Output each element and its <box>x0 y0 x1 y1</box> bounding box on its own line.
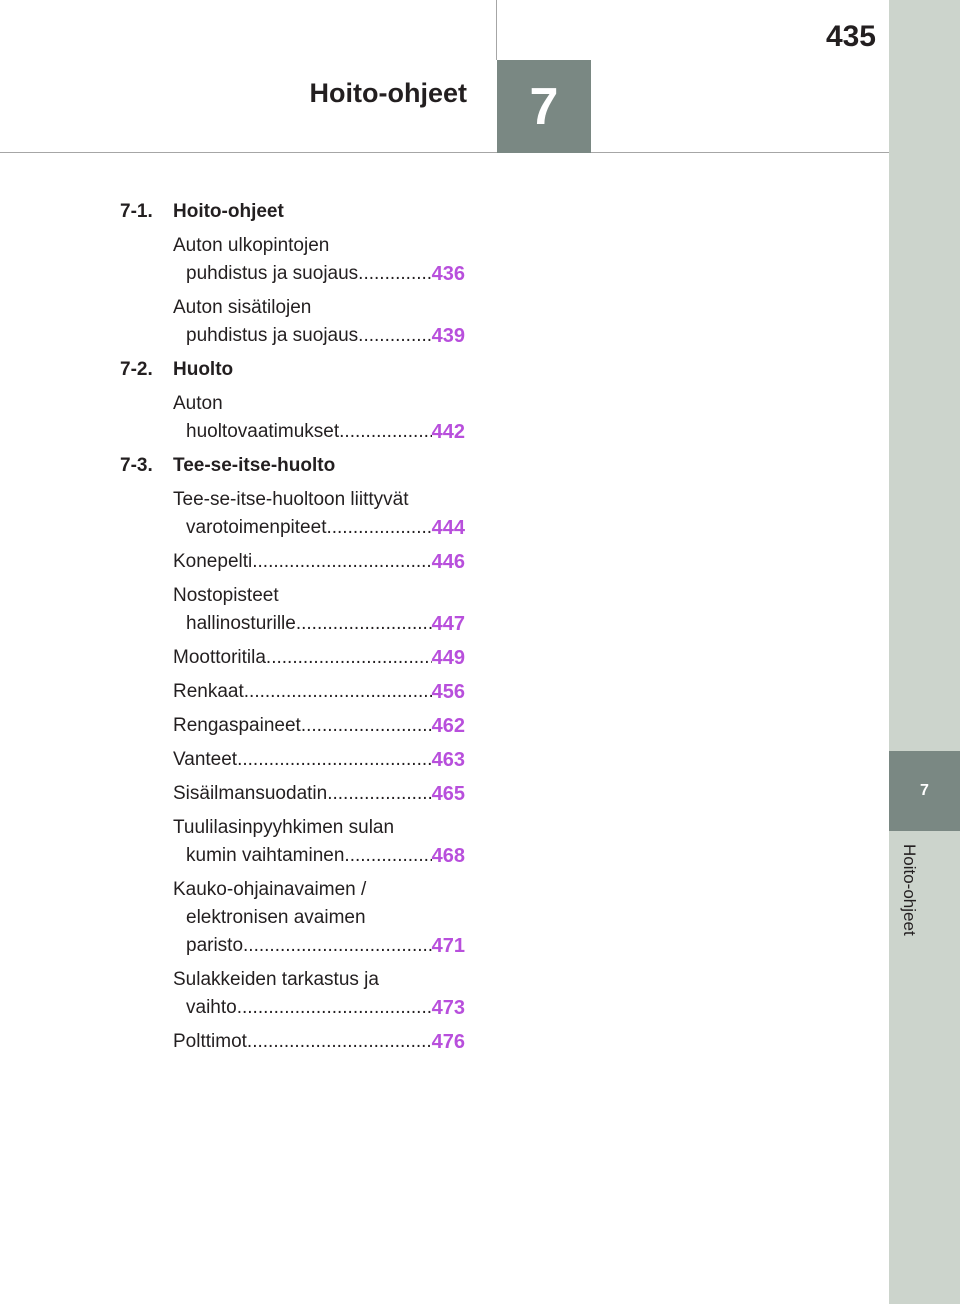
toc-entry-text: paristo <box>186 935 244 956</box>
page-reference-link[interactable]: 444 <box>431 517 465 539</box>
dot-leader <box>296 610 432 638</box>
toc-entry-line <box>173 322 465 350</box>
toc-entry[interactable] <box>173 876 465 960</box>
dot-leader <box>266 644 432 672</box>
toc-entry-text: vaihto <box>186 997 237 1018</box>
toc-entry[interactable] <box>173 966 465 1022</box>
toc-entry[interactable] <box>173 1028 465 1056</box>
page-reference-link[interactable]: 436 <box>431 263 465 285</box>
toc-entry-line <box>173 932 465 960</box>
toc-entry[interactable] <box>173 486 465 542</box>
dot-leader <box>243 932 432 960</box>
dot-leader <box>237 746 432 774</box>
page-reference-link[interactable]: 476 <box>431 1031 465 1053</box>
toc-entry-text: Moottoritila <box>173 647 266 668</box>
page-reference-link[interactable]: 439 <box>431 325 465 347</box>
dot-leader <box>244 678 432 706</box>
dot-leader <box>247 1028 432 1056</box>
chapter-title: Hoito-ohjeet <box>309 78 467 108</box>
toc-entry-line <box>173 678 465 706</box>
toc-entry[interactable] <box>173 582 465 638</box>
chapter-tab[interactable] <box>889 751 960 831</box>
table-of-contents <box>120 198 465 1062</box>
toc-entry[interactable] <box>173 548 465 576</box>
dot-leader <box>327 780 431 808</box>
toc-entry-line <box>173 814 465 842</box>
toc-entry-text: puhdistus ja suojaus <box>186 325 359 346</box>
section-title: Tee-se-itse-huolto <box>173 455 336 476</box>
toc-entry-line <box>173 712 465 740</box>
toc-entry-line <box>173 842 465 870</box>
dot-leader <box>301 712 432 740</box>
toc-entry-line <box>173 390 465 418</box>
toc-entry-line <box>173 582 465 610</box>
toc-entry-text: Tuulilasinpyyhkimen sulan <box>173 817 395 838</box>
toc-entry-text: huoltovaatimukset <box>186 421 340 442</box>
toc-entry-text: Vanteet <box>173 749 238 770</box>
toc-entry-line <box>173 994 465 1022</box>
toc-entry-line <box>173 260 465 288</box>
page-reference-link[interactable]: 447 <box>431 613 465 635</box>
toc-entry-text: Polttimot <box>173 1031 247 1052</box>
toc-entry-text: elektronisen avaimen <box>186 907 366 928</box>
toc-entry-text: puhdistus ja suojaus <box>186 263 359 284</box>
page-reference-link[interactable]: 442 <box>431 421 465 443</box>
toc-entry-line <box>173 644 465 672</box>
header-divider-vertical <box>496 0 497 60</box>
toc-entry-text: kumin vaihtaminen <box>186 845 345 866</box>
toc-entry-line <box>173 876 465 904</box>
toc-entry[interactable] <box>173 294 465 350</box>
toc-section-heading <box>120 198 465 226</box>
toc-entry-text: Auton sisätilojen <box>173 297 312 318</box>
section-number: 7-1. <box>120 201 153 222</box>
dot-leader <box>344 842 431 870</box>
toc-entry-text: varotoimenpiteet <box>186 517 327 538</box>
toc-entry-line <box>173 418 465 446</box>
toc-entry-text: Sisäilmansuodatin <box>173 783 328 804</box>
toc-entry-text: Tee-se-itse-huoltoon liittyvät <box>173 489 409 510</box>
toc-entry-line <box>173 486 465 514</box>
toc-entry-line <box>173 232 465 260</box>
toc-entry-line <box>173 746 465 774</box>
page-reference-link[interactable]: 446 <box>431 551 465 573</box>
page-reference-link[interactable]: 473 <box>431 997 465 1019</box>
page-reference-link[interactable]: 471 <box>431 935 465 957</box>
toc-entry[interactable] <box>173 814 465 870</box>
toc-entry[interactable] <box>173 712 465 740</box>
toc-section-heading <box>120 452 465 480</box>
toc-entry-line <box>173 780 465 808</box>
toc-entry[interactable] <box>173 644 465 672</box>
toc-entry-text: Auton <box>173 393 223 414</box>
page-reference-link[interactable]: 465 <box>431 783 465 805</box>
toc-entry[interactable] <box>173 780 465 808</box>
toc-entry-line <box>173 514 465 542</box>
page-reference-link[interactable]: 449 <box>431 647 465 669</box>
toc-entry-text: Sulakkeiden tarkastus ja <box>173 969 379 990</box>
dot-leader <box>237 994 432 1022</box>
toc-entry-line <box>173 904 465 932</box>
sidebar-strip <box>889 0 960 1304</box>
section-title: Huolto <box>173 359 234 380</box>
section-title: Hoito-ohjeet <box>173 201 284 222</box>
dot-leader <box>358 260 431 288</box>
toc-entry-line <box>173 1028 465 1056</box>
chapter-tab-label: Hoito-ohjeet <box>900 844 919 936</box>
dot-leader <box>326 514 431 542</box>
toc-entry-text: Konepelti <box>173 551 253 572</box>
toc-entry-text: Renkaat <box>173 681 244 702</box>
toc-entry-text: hallinosturille <box>186 613 296 634</box>
dot-leader <box>339 418 431 446</box>
dot-leader <box>252 548 431 576</box>
toc-entry-line <box>173 548 465 576</box>
section-number: 7-3. <box>120 455 153 476</box>
toc-entry-text: Rengaspaineet <box>173 715 301 736</box>
chapter-number-box <box>497 60 591 153</box>
toc-entry[interactable] <box>173 232 465 288</box>
page-reference-link[interactable]: 463 <box>431 749 465 771</box>
toc-entry-text: Nostopisteet <box>173 585 279 606</box>
toc-entry-line <box>173 966 465 994</box>
dot-leader <box>358 322 431 350</box>
chapter-tab-number: 7 <box>920 782 929 799</box>
chapter-number: 7 <box>529 77 559 136</box>
page-reference-link[interactable]: 456 <box>431 681 465 703</box>
toc-entry-text: Auton ulkopintojen <box>173 235 330 256</box>
toc-entry-text: Kauko-ohjainavaimen / <box>173 879 367 900</box>
page-reference-link[interactable]: 468 <box>431 845 465 867</box>
toc-entry[interactable] <box>173 678 465 706</box>
toc-entry-line <box>173 294 465 322</box>
toc-entry-line <box>173 610 465 638</box>
toc-entry[interactable] <box>173 746 465 774</box>
header-divider-horizontal <box>0 152 889 153</box>
section-number: 7-2. <box>120 359 153 380</box>
toc-section-heading <box>120 356 465 384</box>
page-reference-link[interactable]: 462 <box>431 715 465 737</box>
toc-entry[interactable] <box>173 390 465 446</box>
page-number: 435 <box>825 20 876 53</box>
